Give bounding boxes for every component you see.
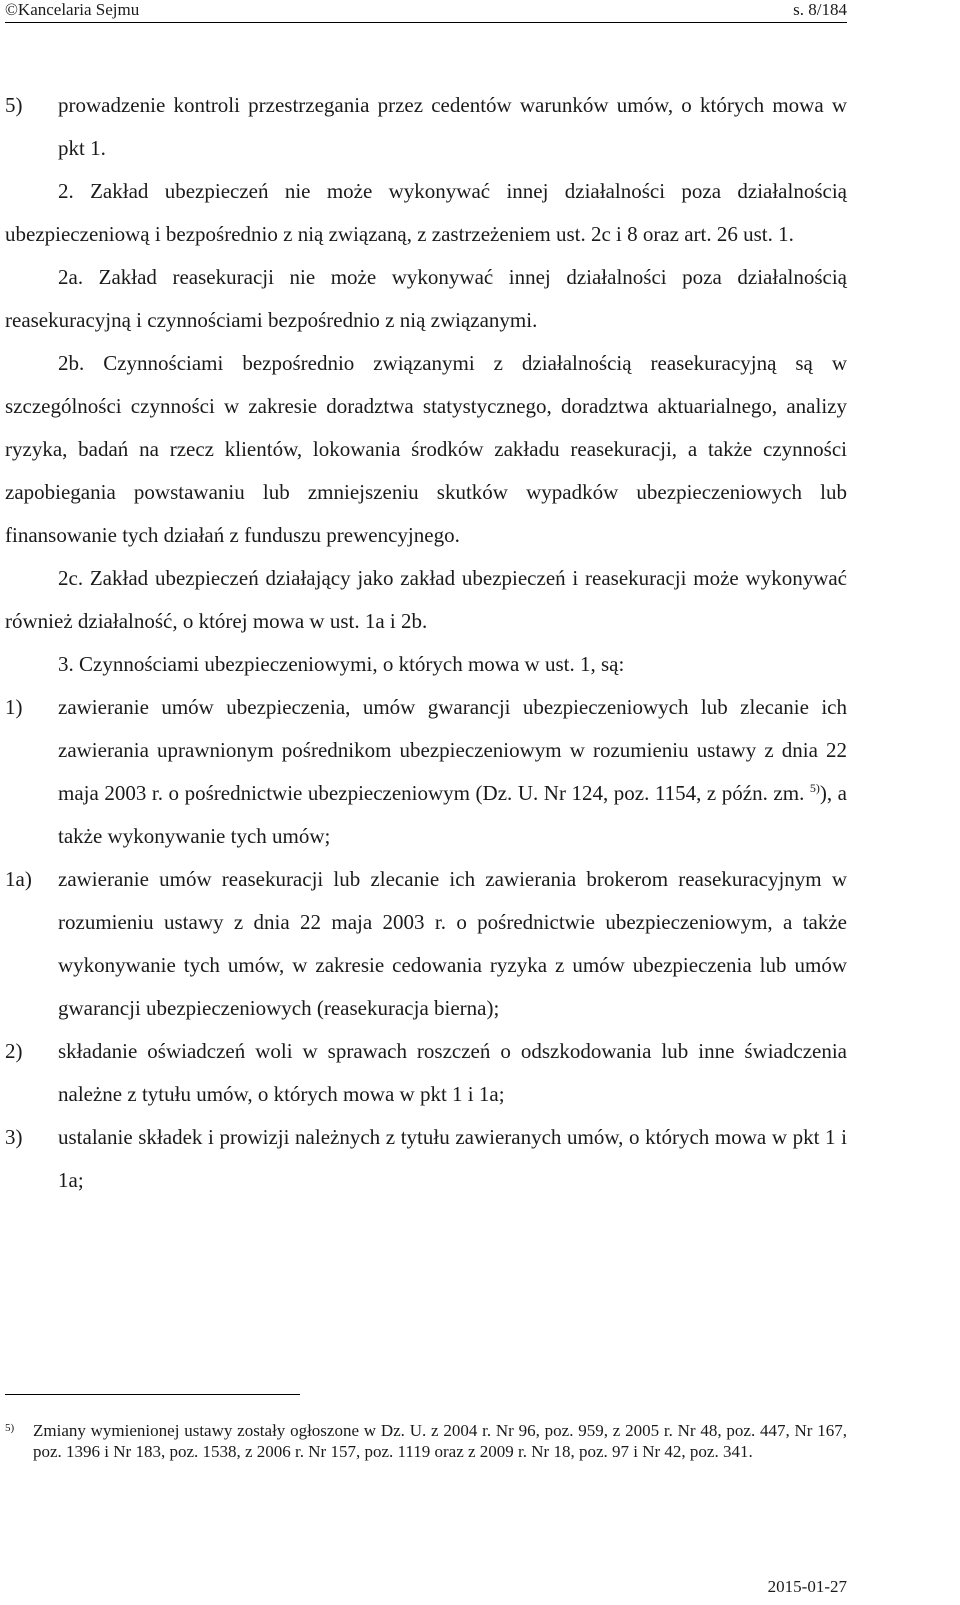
footnote-text: Zmiany wymienionej ustawy zostały ogłoszone w Dz. U. z 2004 r. Nr 96, poz. 959, z 2005 r. Nr 48, poz. 447, Nr 167, poz. 1396 i Nr 183, poz. 1538, z 2006 r. Nr 157, poz. 1119 oraz z 2009 r. Nr 18, poz. 97 i Nr 42, poz. 341.: [33, 1421, 847, 1461]
list-item-1a: [5, 858, 847, 1030]
list-item-5: [5, 84, 847, 170]
list-item-text: prowadzenie kontroli przestrzegania przez cedentów warunków umów, o których mowa w pkt 1.: [58, 93, 847, 160]
footnote-number: 5): [5, 1422, 15, 1434]
list-item-number: 3): [5, 1125, 23, 1149]
list-item-text-a: zawieranie umów ubezpieczenia, umów gwarancji ubezpieczeniowych lub zlecanie ich zawierania uprawnionym pośrednikom ubezpieczeniowym w rozumieniu ustawy z dnia 22 maja 2003 r. o pośrednictwie ubezpieczeniowym (Dz. U. Nr 124, poz. 1154, z późn. zm.: [58, 695, 847, 805]
page-number: s. 8/184: [793, 0, 847, 19]
list-item-2: [5, 1030, 847, 1116]
paragraph-ust-2: 2. Zakład ubezpieczeń nie może wykonywać innej działalności poza działalnością ubezpieczeniową i bezpośrednio z nią związaną, z zastrzeżeniem ust. 2c i 8 oraz art. 26 ust. 1.: [5, 179, 847, 246]
list-item-number: 2): [5, 1039, 23, 1063]
list-item-text-b: ), a także wykonywanie tych umów;: [58, 781, 847, 848]
list-item-1: [5, 686, 847, 858]
list-item-text: składanie oświadczeń woli w sprawach roszczeń o odszkodowania lub inne świadczenia należne z tytułu umów, o których mowa w pkt 1 i 1a;: [58, 1039, 847, 1106]
paragraph-ust-2a: 2a. Zakład reasekuracji nie może wykonywać innej działalności poza działalnością reasekuracyjną i czynnościami bezpośrednio z nią związanymi.: [5, 265, 847, 332]
header-rule: [5, 22, 847, 23]
document-body: [5, 84, 847, 1202]
list-item-text: ustalanie składek i prowizji należnych z tytułu zawieranych umów, o których mowa w pkt 1 i 1a;: [58, 1125, 847, 1192]
footnote-reference[interactable]: 5): [809, 781, 820, 795]
list-item-number: 1): [5, 695, 23, 719]
list-item-3: [5, 1116, 847, 1202]
paragraph-ust-3: 3. Czynnościami ubezpieczeniowymi, o których mowa w ust. 1, są:: [58, 652, 625, 676]
list-item-text: zawieranie umów reasekuracji lub zlecanie ich zawierania brokerom reasekuracyjnym w rozumieniu ustawy z dnia 22 maja 2003 r. o pośrednictwie ubezpieczeniowym, a także wykonywanie tych umów, w zakresie cedowania ryzyka z umów ubezpieczenia lub umów gwarancji ubezpieczeniowych (reasekuracja bierna);: [58, 867, 847, 1020]
list-item-text: [58, 686, 847, 858]
paragraph-ust-2b: 2b. Czynnościami bezpośrednio związanymi z działalnością reasekuracyjną są w szczególności czynności w zakresie doradztwa statystycznego, doradztwa aktuarialnego, analizy ryzyka, badań na rzecz klientów, lokowania środków zakładu reasekuracji, a także czynności zapobiegania powstawaniu lub zmniejszeniu skutków wypadków ubezpieczeniowych lub finansowanie tych działań z funduszu prewencyjnego.: [5, 351, 847, 547]
publisher-label: ©Kancelaria Sejmu: [5, 0, 140, 19]
page-header: [5, 0, 847, 26]
document-date: 2015-01-27: [767, 1577, 847, 1596]
footnote-separator: [5, 1394, 300, 1395]
paragraph-ust-2c: 2c. Zakład ubezpieczeń działający jako zakład ubezpieczeń i reasekuracji może wykonywać również działalność, o której mowa w ust. 1a i 2b.: [5, 566, 847, 633]
list-item-number: 5): [5, 93, 23, 117]
footnote: [5, 1420, 847, 1462]
list-item-number: 1a): [5, 867, 32, 891]
